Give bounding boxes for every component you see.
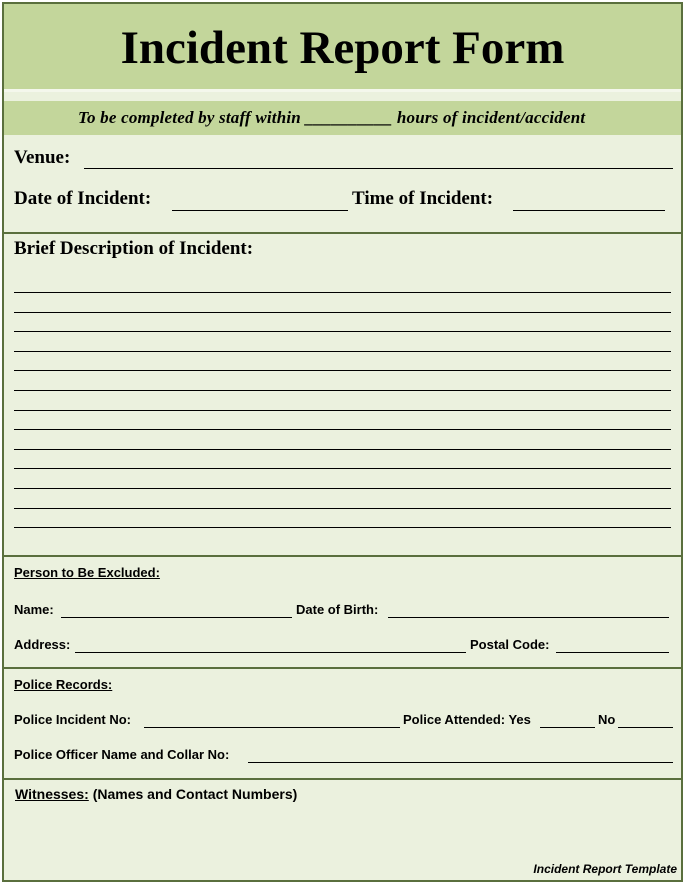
postal-code-label: Postal Code: [470, 637, 550, 652]
description-line[interactable] [14, 331, 671, 332]
subtitle-after: hours of incident/accident [396, 108, 586, 127]
excluded-heading: Person to Be Excluded: [14, 565, 160, 580]
description-line[interactable] [14, 410, 671, 411]
description-line[interactable] [14, 449, 671, 450]
address-field[interactable] [75, 652, 466, 653]
venue-field[interactable] [84, 168, 673, 169]
address-label: Address: [14, 637, 71, 652]
date-of-incident-label: Date of Incident: [14, 188, 152, 209]
police-incident-no-label: Police Incident No: [14, 712, 132, 727]
name-field[interactable] [61, 617, 292, 618]
police-attended-label: Police Attended: Yes [403, 712, 531, 727]
witnesses-area[interactable] [14, 808, 671, 864]
description-line[interactable] [14, 370, 671, 371]
section-divider [4, 778, 681, 780]
subtitle-before: To be completed by staff within [78, 108, 301, 127]
officer-label: Police Officer Name and Collar No: [14, 747, 230, 762]
witnesses-heading: Witnesses: [15, 786, 89, 802]
description-line[interactable] [14, 390, 671, 391]
time-of-incident-field[interactable] [513, 210, 665, 211]
witnesses-note: (Names and Contact Numbers) [92, 786, 298, 802]
section-divider [4, 555, 681, 557]
description-line[interactable] [14, 429, 671, 430]
footer-caption: Incident Report Template [533, 862, 677, 876]
description-line[interactable] [14, 508, 671, 509]
police-heading: Police Records: [14, 677, 113, 692]
police-attended-yes-field[interactable] [540, 727, 595, 728]
hours-blank[interactable]: __________ [305, 108, 393, 127]
page-title: Incident Report Form [120, 22, 565, 74]
name-label: Name: [14, 602, 54, 617]
postal-code-field[interactable] [556, 652, 669, 653]
description-line[interactable] [14, 488, 671, 489]
police-attended-no-field[interactable] [618, 727, 673, 728]
date-of-incident-field[interactable] [172, 210, 348, 211]
description-line[interactable] [14, 292, 671, 293]
section-divider [4, 232, 681, 234]
incident-report-form [2, 2, 683, 882]
officer-field[interactable] [248, 762, 673, 763]
description-line[interactable] [14, 527, 671, 528]
description-label: Brief Description of Incident: [14, 238, 254, 259]
description-line[interactable] [14, 312, 671, 313]
section-divider [4, 667, 681, 669]
police-attended-no-label: No [598, 712, 616, 727]
venue-label: Venue: [14, 147, 71, 168]
description-line[interactable] [14, 468, 671, 469]
police-incident-no-field[interactable] [144, 727, 400, 728]
subtitle [78, 108, 585, 128]
witnesses-row [15, 786, 297, 802]
time-of-incident-label: Time of Incident: [352, 188, 494, 209]
dob-label: Date of Birth: [296, 602, 379, 617]
dob-field[interactable] [388, 617, 669, 618]
description-line[interactable] [14, 351, 671, 352]
